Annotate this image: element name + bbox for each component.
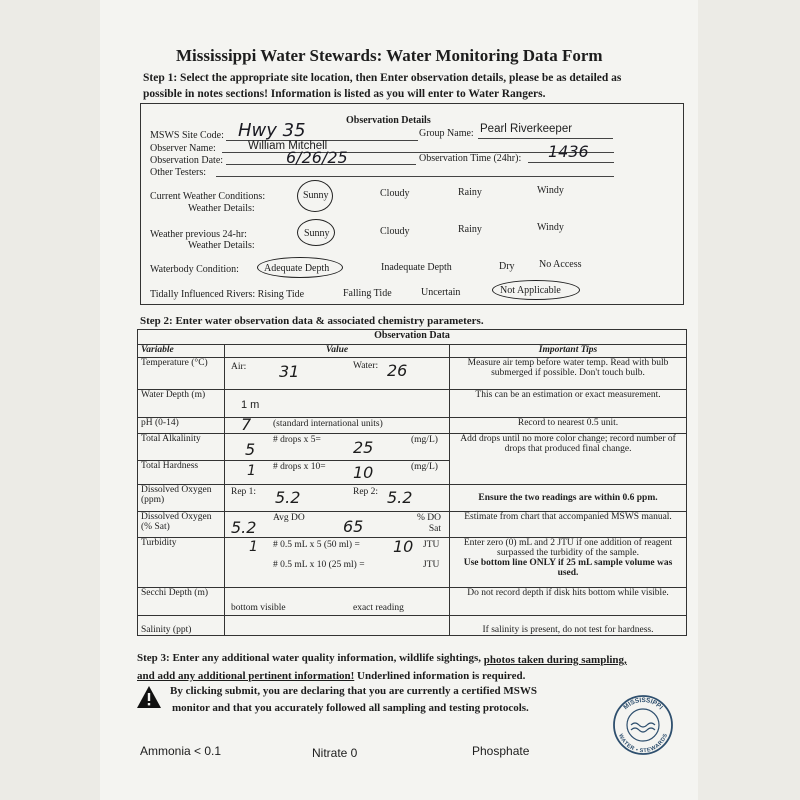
water-depth-label: Water Depth (m): [138, 390, 225, 418]
do-sat-cell: [225, 512, 450, 538]
form-title: Mississippi Water Stewards: Water Monitoring Data Form: [176, 46, 603, 65]
warning-line1: By clicking submit, you are declaring that you are currently a certified MSWS: [170, 685, 537, 697]
step3-underlined: photos taken during sampling, and add any additional pertinent information!: [137, 654, 627, 682]
tidal-not-applicable[interactable]: Not Applicable: [500, 285, 561, 296]
table-row: [138, 512, 687, 538]
svg-text:MISSISSIPPI: MISSISSIPPI: [622, 696, 664, 712]
do-sat-unit: % DO Sat: [417, 513, 442, 534]
step1-line1: Step 1: Select the appropriate site location, then Enter observation details, please be as detailed as: [143, 72, 622, 84]
nitrate-note[interactable]: Nitrate 0: [312, 746, 358, 760]
table-row: [138, 390, 687, 418]
alkalinity-tip: Add drops until no more color change; record number of drops that produced final change.: [450, 434, 687, 485]
water-depth-value[interactable]: 1 m: [241, 399, 260, 411]
do-ppm-tip: Ensure the two readings are within 0.6 ppm.: [450, 485, 687, 512]
secchi-cell: [225, 588, 450, 616]
svg-text:WATER • STEWARDS: WATER • STEWARDS: [617, 733, 669, 755]
water-label: Water:: [353, 361, 379, 371]
previous-weather-windy[interactable]: Windy: [537, 222, 564, 233]
turbidity-label: Turbidity: [138, 538, 225, 588]
time-line: [528, 162, 614, 163]
water-depth-cell: [225, 390, 450, 418]
other-testers-line: [216, 176, 614, 177]
not-applicable-circle: [492, 280, 580, 300]
ph-value[interactable]: 7: [241, 415, 252, 434]
turbidity-tip: Enter zero (0) mL and 2 JTU if one addition of reagent surpassed the turbidity of the sample.: [463, 538, 673, 558]
mississippi-water-stewards-logo: [612, 694, 674, 756]
turbidity-cell: [225, 538, 450, 588]
table-row: [138, 538, 687, 588]
current-weather-sunny[interactable]: Sunny: [303, 190, 329, 201]
alkalinity-unit: (mg/L): [411, 435, 438, 445]
table-row: [138, 616, 687, 636]
ph-tip: Record to nearest 0.5 unit.: [450, 418, 687, 434]
tidal-falling-tide[interactable]: Falling Tide: [343, 288, 392, 299]
observation-details-heading: Observation Details: [346, 115, 431, 126]
rep2-value[interactable]: 5.2: [387, 488, 413, 507]
waterbody-condition-label: Waterbody Condition:: [150, 264, 239, 275]
step3-part1: Step 3: Enter any additional water quality information, wildlife sightings,: [137, 652, 481, 664]
turbidity-line1: # 0.5 mL x 5 (50 ml) =: [273, 540, 360, 550]
secchi-label: Secchi Depth (m): [138, 588, 225, 616]
previous-weather-label: Weather previous 24-hr:: [150, 229, 247, 240]
avg-do-percent[interactable]: 65: [343, 517, 364, 536]
salinity-cell[interactable]: [225, 616, 450, 636]
water-depth-tip: This can be an estimation or exact measurement.: [450, 390, 687, 418]
do-sat-tip: Estimate from chart that accompanied MSWS manual.: [450, 512, 687, 538]
air-label: Air:: [231, 362, 247, 372]
secchi-exact-reading[interactable]: exact reading: [353, 603, 404, 613]
turbidity-additions[interactable]: 1: [249, 539, 258, 555]
do-sat-label: Dissolved Oxygen (% Sat): [138, 512, 225, 538]
hardness-drops[interactable]: 1: [247, 463, 256, 479]
turbidity-tip-cell: [450, 538, 687, 588]
rep2-label: Rep 2:: [353, 487, 379, 497]
hardness-mult: # drops x 10=: [273, 462, 326, 472]
step1-line2: possible in notes sections! Information is listed as you will enter to Water Rangers.: [143, 88, 546, 100]
ph-label: pH (0-14): [138, 418, 225, 434]
warning-icon: [136, 685, 162, 709]
table-row: [138, 434, 687, 461]
table-row: [138, 418, 687, 434]
ph-note: (standard international units): [273, 419, 383, 429]
col-variable: Variable: [138, 345, 225, 358]
do-sat-value[interactable]: 5.2: [231, 518, 257, 537]
group-name-value[interactable]: Pearl Riverkeeper: [480, 123, 573, 135]
col-important-tips: Important Tips: [450, 345, 687, 358]
table-row: [138, 485, 687, 512]
other-testers-label: Other Testers:: [150, 167, 207, 178]
observation-data-table: [137, 329, 687, 636]
observer-name-label: Observer Name:: [150, 143, 216, 154]
step3-text: [137, 652, 637, 684]
site-code-label: MSWS Site Code:: [150, 130, 224, 141]
do-ppm-cell: [225, 485, 450, 512]
avg-do-label: Avg DO: [273, 513, 305, 523]
previous-sunny-circle: [297, 219, 335, 246]
secchi-bottom-visible[interactable]: bottom visible: [231, 603, 286, 613]
observation-date-value[interactable]: 6/26/25: [286, 148, 348, 167]
secchi-tip: Do not record depth if disk hits bottom while visible.: [450, 588, 687, 616]
step2-heading: Step 2: Enter water observation data & associated chemistry parameters.: [140, 315, 484, 327]
current-weather-rainy[interactable]: Rainy: [458, 187, 482, 198]
alkalinity-cell: [225, 434, 450, 461]
group-name-line: [478, 138, 613, 139]
tidal-rivers-label: Tidally Influenced Rivers: Rising Tide: [150, 289, 305, 300]
current-weather-windy[interactable]: Windy: [537, 185, 564, 196]
waterbody-dry[interactable]: Dry: [499, 261, 515, 272]
tidal-uncertain[interactable]: Uncertain: [421, 287, 461, 298]
warning-line2: monitor and that you accurately followed all sampling and testing protocols.: [172, 702, 529, 714]
water-temp-value[interactable]: 26: [387, 361, 408, 380]
hardness-label: Total Hardness: [138, 461, 225, 485]
alkalinity-result[interactable]: 25: [353, 438, 374, 457]
previous-weather-details-label: Weather Details:: [188, 240, 255, 251]
alkalinity-mult: # drops x 5=: [273, 435, 321, 445]
adequate-depth-circle: [257, 257, 343, 278]
salinity-label: Salinity (ppt): [138, 616, 225, 636]
ammonia-note[interactable]: Ammonia < 0.1: [140, 744, 222, 758]
air-temp-value[interactable]: 31: [279, 362, 300, 381]
rep1-label: Rep 1:: [231, 487, 257, 497]
table-row: [138, 358, 687, 390]
waterbody-inadequate-depth[interactable]: Inadequate Depth: [381, 262, 452, 273]
turbidity-tip-bold: Use bottom line ONLY if 25 mL sample volume was used.: [463, 558, 673, 578]
observation-date-label: Observation Date:: [150, 155, 224, 166]
previous-weather-sunny[interactable]: Sunny: [304, 228, 330, 239]
temperature-value-cell: [225, 358, 450, 390]
group-name-label: Group Name:: [419, 128, 474, 139]
alkalinity-label: Total Alkalinity: [138, 434, 225, 461]
previous-weather-cloudy[interactable]: Cloudy: [380, 226, 410, 237]
previous-weather-rainy[interactable]: Rainy: [458, 224, 482, 235]
phosphate-note[interactable]: Phosphate: [472, 744, 530, 758]
hardness-result[interactable]: 10: [353, 463, 374, 482]
rep1-value[interactable]: 5.2: [275, 488, 301, 507]
do-ppm-label: Dissolved Oxygen (ppm): [138, 485, 225, 512]
current-weather-label: Current Weather Conditions:: [150, 191, 266, 202]
alkalinity-drops[interactable]: 5: [245, 440, 256, 459]
table-title: Observation Data: [138, 330, 687, 345]
table-row: [138, 588, 687, 616]
temperature-tip: Measure air temp before water temp. Read with bulb submerged if possible. Don't touch bulb.: [450, 358, 687, 390]
current-weather-cloudy[interactable]: Cloudy: [380, 188, 410, 199]
observation-time-label: Observation Time (24hr):: [419, 153, 522, 164]
salinity-tip: If salinity is present, do not test for hardness.: [450, 616, 687, 636]
turbidity-unit2: JTU: [423, 560, 440, 570]
hardness-cell: [225, 461, 450, 485]
temperature-label: Temperature (°C): [138, 358, 225, 390]
turbidity-result[interactable]: 10: [393, 537, 414, 556]
current-sunny-circle: [297, 180, 333, 212]
hardness-unit: (mg/L): [411, 462, 438, 472]
waterbody-adequate-depth[interactable]: Adequate Depth: [264, 263, 330, 274]
observation-time-value[interactable]: 1436: [548, 142, 589, 161]
turbidity-line2: # 0.5 mL x 10 (25 ml) =: [273, 560, 365, 570]
col-value: Value: [225, 345, 450, 358]
waterbody-no-access[interactable]: No Access: [539, 259, 582, 270]
site-code-value[interactable]: Hwy 35: [238, 120, 306, 141]
turbidity-unit1: JTU: [423, 540, 440, 550]
step3-part3: Underlined information is required.: [354, 670, 526, 682]
current-weather-details-label: Weather Details:: [188, 203, 255, 214]
ph-cell: [225, 415, 450, 434]
observer-name-value[interactable]: William Mitchell: [248, 140, 328, 152]
